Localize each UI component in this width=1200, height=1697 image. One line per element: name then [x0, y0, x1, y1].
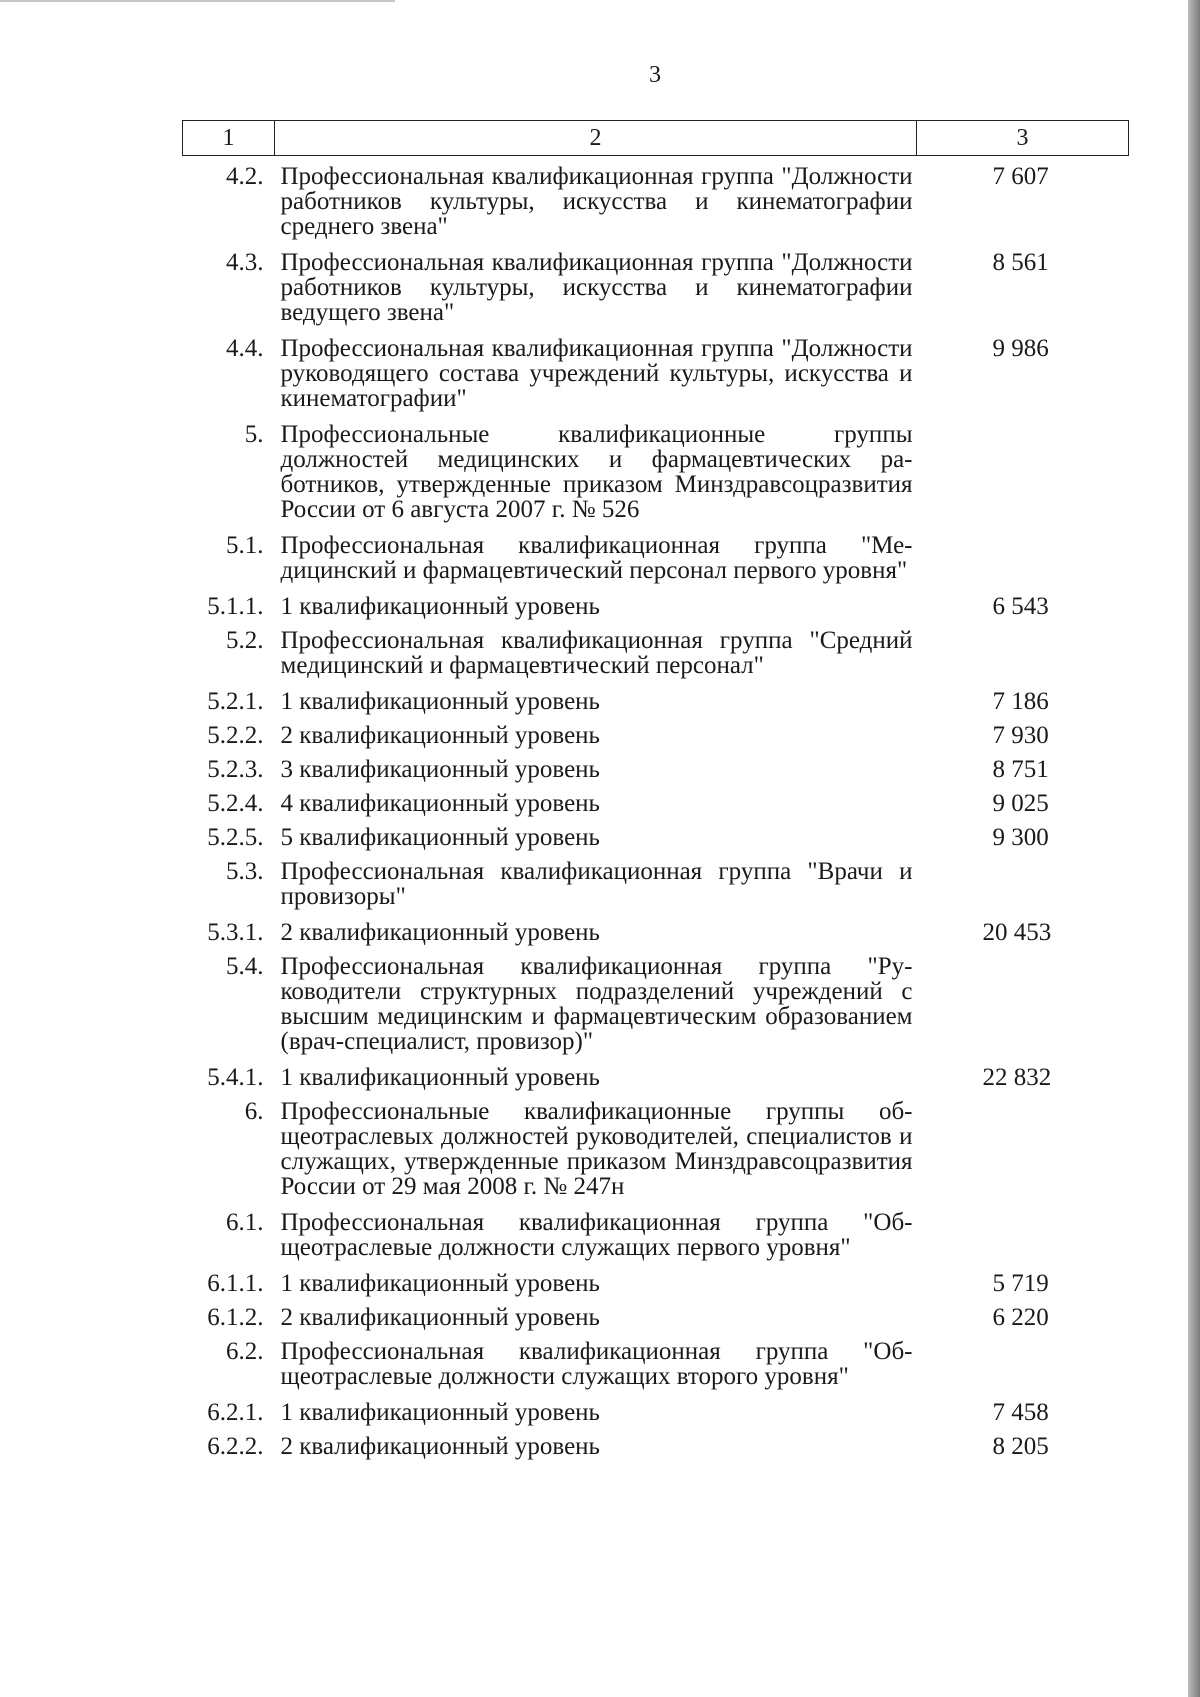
table-header-row	[183, 121, 1129, 156]
row-number: 5.3.	[226, 858, 264, 885]
row-title: Профессиональная квалификационная группа "Медицинский и фармацевтический персонал первого уровня"	[280, 532, 913, 584]
row-title: Профессиональная квалификационная группа "Общеотраслевые должности служащих второго уровня"	[280, 1338, 913, 1390]
row-salary-value	[917, 628, 1129, 689]
row-title: 5 квалификационный уровень	[280, 824, 600, 851]
row-salary-value: 7 607	[992, 163, 1049, 190]
row-number: 5.1.	[226, 532, 264, 559]
table-row	[183, 628, 1129, 689]
table-row	[183, 920, 1129, 954]
row-title: 1 квалификационный уровень	[280, 1399, 600, 1426]
table-row	[183, 1210, 1129, 1271]
row-number: 5.2.2.	[207, 722, 264, 749]
table-row	[183, 1065, 1129, 1099]
row-salary-value: 7 458	[992, 1399, 1049, 1426]
row-title: Профессиональная квалификационная группа "Врачи и провизоры"	[280, 858, 913, 910]
table-row	[183, 594, 1129, 628]
row-salary-value: 22 832	[982, 1064, 1052, 1091]
row-salary-value	[917, 859, 1129, 920]
column-header-3: 3	[917, 121, 1129, 156]
row-number: 5.4.	[226, 953, 264, 980]
row-title: 1 квалификационный уровень	[280, 593, 600, 620]
row-number: 6.1.2.	[207, 1304, 264, 1331]
row-number: 4.4.	[226, 335, 264, 362]
row-number: 4.2.	[226, 163, 264, 190]
table-row	[183, 757, 1129, 791]
row-number: 5.2.1.	[207, 688, 264, 715]
row-number: 5.1.1.	[207, 593, 264, 620]
row-title: 1 квалификационный уровень	[280, 1064, 600, 1091]
table-row	[183, 825, 1129, 859]
table-row	[183, 1099, 1129, 1210]
row-salary-value: 5 719	[992, 1270, 1049, 1297]
table-row	[183, 1434, 1129, 1468]
row-number: 5.2.3.	[207, 756, 264, 783]
table-row	[183, 1305, 1129, 1339]
row-number: 6.1.1.	[207, 1270, 264, 1297]
row-number: 5.2.4.	[207, 790, 264, 817]
row-title: 1 квалификационный уровень	[280, 688, 600, 715]
row-title: 2 квалификационный уровень	[280, 1433, 600, 1460]
row-salary-value: 7 186	[992, 688, 1049, 715]
row-title: Профессиональная квалификационная группа "Средний медицинский и фармацевтический персонал"	[280, 627, 913, 679]
row-title: 2 квалификационный уровень	[280, 919, 600, 946]
row-salary-value: 20 453	[982, 919, 1052, 946]
row-title: 3 квалификационный уровень	[280, 756, 600, 783]
scan-right-edge	[1188, 0, 1200, 1697]
row-title: 2 квалификационный уровень	[280, 1304, 600, 1331]
row-salary-value	[917, 422, 1129, 533]
row-number: 4.3.	[226, 249, 264, 276]
row-salary-value: 8 561	[992, 249, 1049, 276]
row-title: 2 квалификационный уровень	[280, 722, 600, 749]
row-salary-value: 7 930	[992, 722, 1049, 749]
row-title: Профессиональные квалификационные группы должностей медицинских и фармацевтических работников, утвержденные приказом Минздравсоцразвития России от 6 августа 2007 г. № 526	[280, 421, 913, 523]
column-header-2: 2	[275, 121, 917, 156]
row-number: 5.3.1.	[207, 919, 264, 946]
table-row	[183, 723, 1129, 757]
row-number: 5.	[244, 421, 264, 448]
row-salary-value: 9 300	[992, 824, 1049, 851]
row-salary-value: 9 025	[992, 790, 1049, 817]
table-row	[183, 1271, 1129, 1305]
row-salary-value	[917, 954, 1129, 1065]
table-row	[183, 1339, 1129, 1400]
row-title: Профессиональная квалификационная группа "Должности работников культуры, искусства и кинематографии ведущего звена"	[280, 249, 913, 326]
table-body	[183, 156, 1129, 1469]
row-salary-value: 9 986	[992, 335, 1049, 362]
table-row	[183, 689, 1129, 723]
row-number: 6.2.2.	[207, 1433, 264, 1460]
row-title: Профессиональные квалификационные группы общеотраслевых должностей руководителей, специалистов и служащих, утвержденные приказом Минздравсоцразвития России от 29 мая 2008 г. № 247н	[280, 1098, 913, 1200]
row-number: 5.2.	[226, 627, 264, 654]
table-row	[183, 422, 1129, 533]
salary-table	[182, 120, 1129, 1468]
row-number: 6.2.1.	[207, 1399, 264, 1426]
table-row	[183, 336, 1129, 422]
row-title: Профессиональная квалификационная группа "Должности работников культуры, искусства и кинематографии среднего звена"	[280, 163, 913, 240]
row-title: Профессиональная квалификационная группа "Должности руководящего состава учреждений культуры, искусства и кинематографии"	[280, 335, 913, 412]
row-title: 1 квалификационный уровень	[280, 1270, 600, 1297]
row-title: Профессиональная квалификационная группа "Руководители структурных подразделений учреждений с высшим медицинским и фармацевтическим образованием (врач-специалист, провизор)"	[280, 953, 913, 1055]
table-row	[183, 156, 1129, 251]
table-row	[183, 791, 1129, 825]
table-row	[183, 954, 1129, 1065]
table-row	[183, 250, 1129, 336]
row-salary-value: 6 543	[992, 593, 1049, 620]
row-salary-value	[917, 1099, 1129, 1210]
row-number: 6.2.	[226, 1338, 264, 1365]
row-salary-value: 8 205	[992, 1433, 1049, 1460]
table-row	[183, 533, 1129, 594]
scan-edge-line	[0, 0, 395, 2]
page-number: 3	[649, 62, 661, 88]
row-number: 5.2.5.	[207, 824, 264, 851]
row-salary-value	[917, 1210, 1129, 1271]
column-header-1: 1	[183, 121, 275, 156]
row-salary-value	[917, 533, 1129, 594]
table-row	[183, 859, 1129, 920]
row-number: 6.1.	[226, 1209, 264, 1236]
row-title: Профессиональная квалификационная группа "Общеотраслевые должности служащих первого уровня"	[280, 1209, 913, 1261]
row-number: 5.4.1.	[207, 1064, 264, 1091]
row-salary-value: 6 220	[992, 1304, 1049, 1331]
row-salary-value	[917, 1339, 1129, 1400]
table-row	[183, 1400, 1129, 1434]
row-number: 6.	[244, 1098, 264, 1125]
row-salary-value: 8 751	[992, 756, 1049, 783]
row-title: 4 квалификационный уровень	[280, 790, 600, 817]
